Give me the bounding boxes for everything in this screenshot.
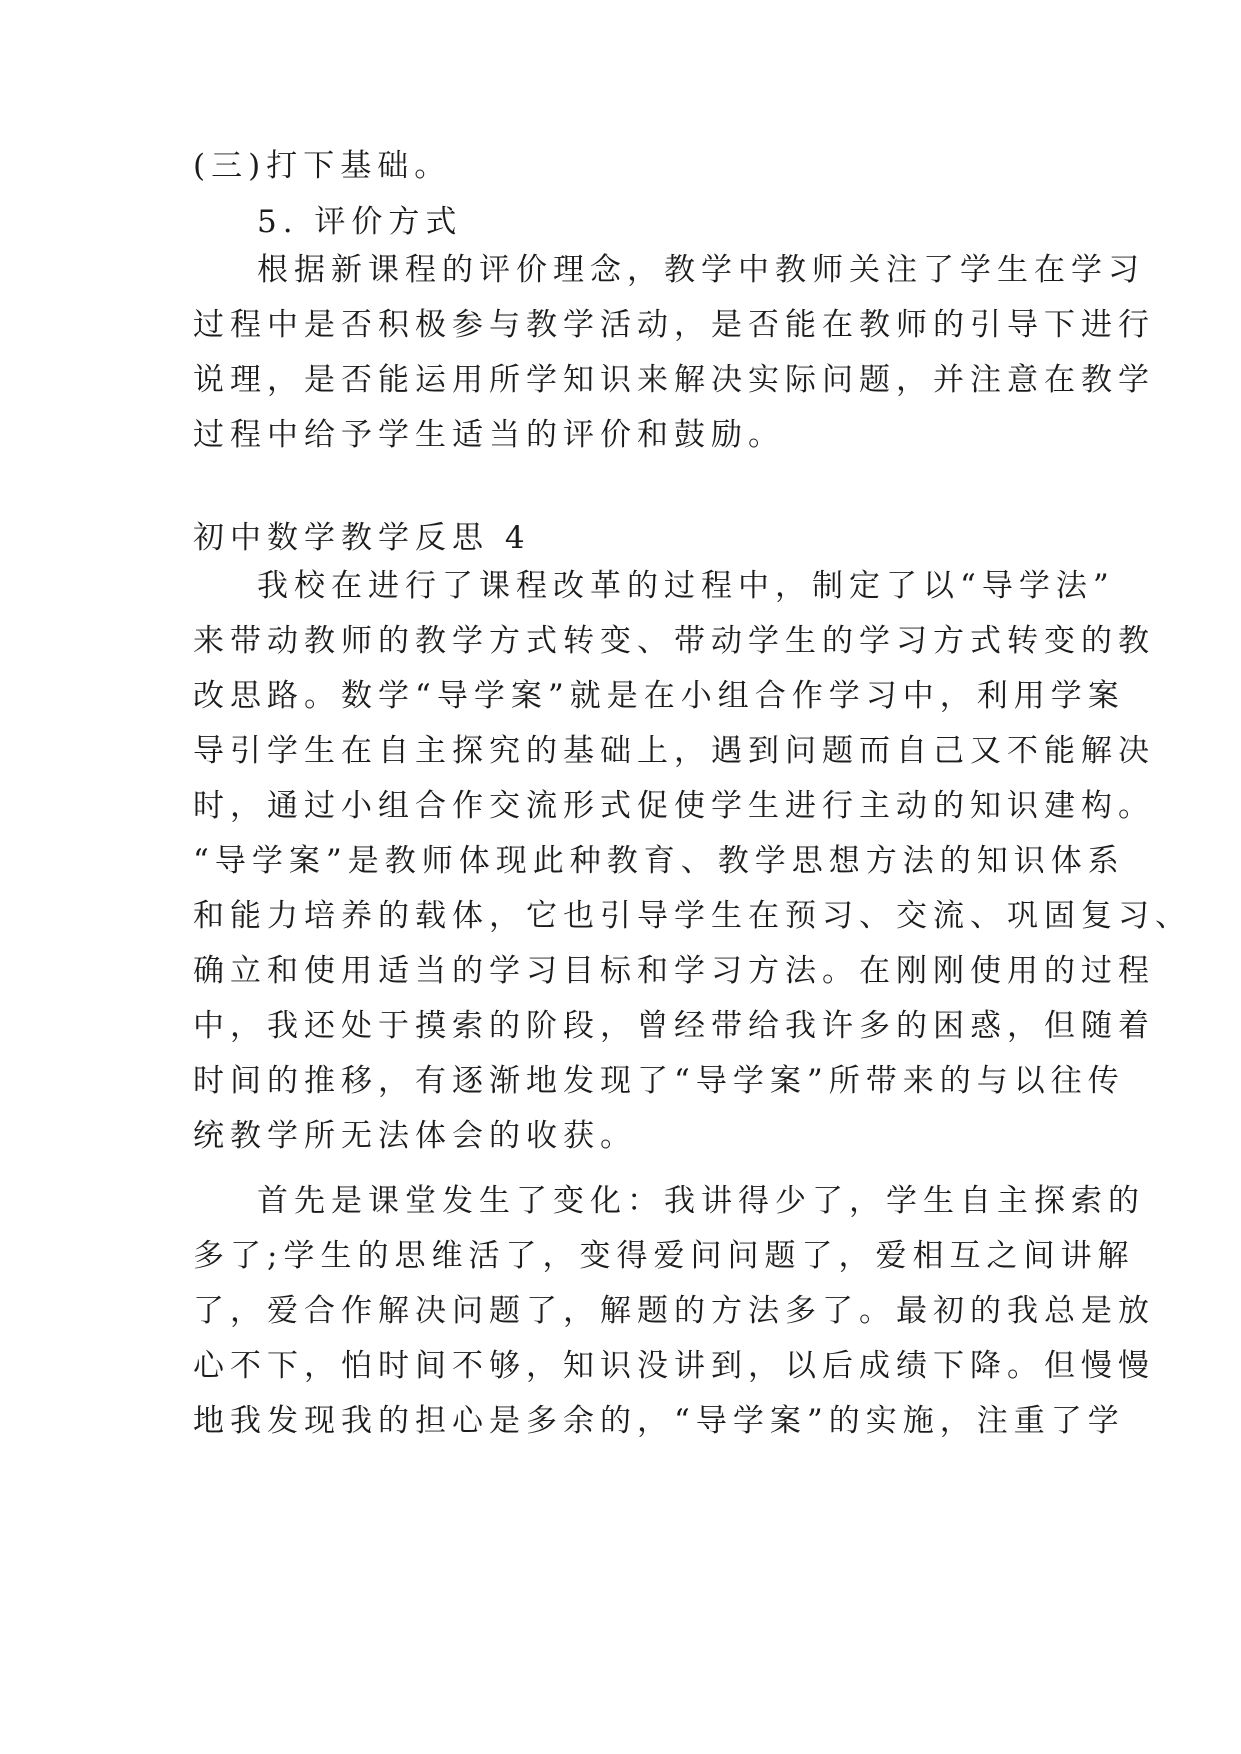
paragraph-line: 时间的推移，有逐渐地发现了“导学案”所带来的与以往传	[193, 1063, 1125, 1099]
paragraph-line: 地我发现我的担心是多余的，“导学案”的实施，注重了学	[193, 1403, 1125, 1439]
paragraph-line: 改思路。数学“导学案”就是在小组合作学习中，利用学案	[193, 678, 1125, 714]
list-item-heading: (三)打下基础。	[193, 148, 452, 184]
section-heading: 5. 评价方式	[257, 204, 463, 240]
paragraph-line: 心不下，怕时间不够，知识没讲到，以后成绩下降。但慢慢	[193, 1348, 1155, 1384]
paragraph-line: 中，我还处于摸索的阶段，曾经带给我许多的困惑，但随着	[193, 1008, 1155, 1044]
paragraph-line: 导引学生在自主探究的基础上，遇到问题而自己又不能解决	[193, 733, 1155, 769]
paragraph-line: 过程中给予学生适当的评价和鼓励。	[193, 417, 785, 453]
paragraph-line: 根据新课程的评价理念，教学中教师关注了学生在学习	[257, 252, 1145, 288]
paragraph-line: 确立和使用适当的学习目标和学习方法。在刚刚使用的过程	[193, 953, 1155, 989]
paragraph-line: 了，爱合作解决问题了，解题的方法多了。最初的我总是放	[193, 1293, 1155, 1329]
paragraph-line: “导学案”是教师体现此种教育、教学思想方法的知识体系	[193, 843, 1125, 879]
paragraph-line: 我校在进行了课程改革的过程中，制定了以“导学法”	[257, 568, 1115, 604]
article-title: 初中数学教学反思 4	[193, 520, 531, 556]
paragraph-line: 时，通过小组合作交流形式促使学生进行主动的知识建构。	[193, 788, 1155, 824]
paragraph-line: 来带动教师的教学方式转变、带动学生的学习方式转变的教	[193, 623, 1155, 659]
paragraph-line: 统教学所无法体会的收获。	[193, 1118, 637, 1154]
paragraph-line: 首先是课堂发生了变化：我讲得少了，学生自主探索的	[257, 1183, 1145, 1219]
paragraph-line: 说理，是否能运用所学知识来解决实际问题，并注意在教学	[193, 362, 1155, 398]
paragraph-line: 和能力培养的载体，它也引导学生在预习、交流、巩固复习、	[193, 898, 1192, 934]
paragraph-line: 过程中是否积极参与教学活动，是否能在教师的引导下进行	[193, 307, 1155, 343]
paragraph-line: 多了;学生的思维活了，变得爱问问题了，爱相互之间讲解	[193, 1238, 1135, 1274]
